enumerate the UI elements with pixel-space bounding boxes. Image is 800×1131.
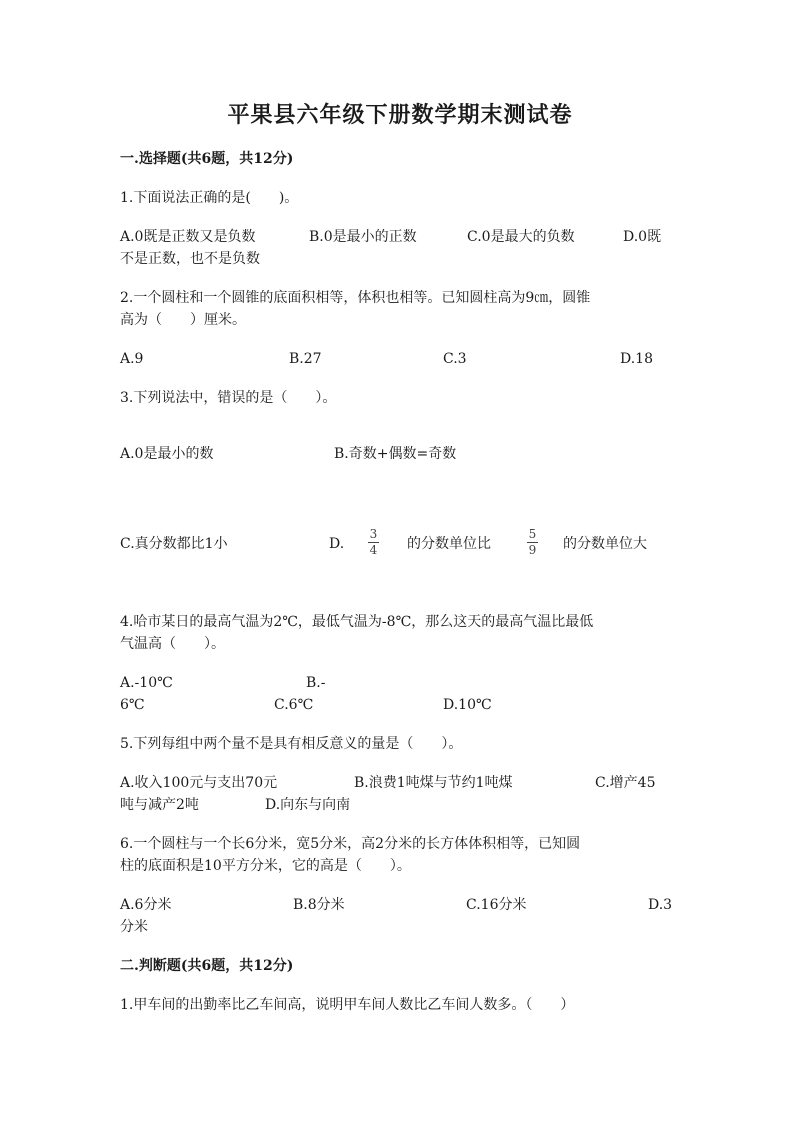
question-3-option-c: C.真分数都比1小 <box>120 536 228 552</box>
question-1-option-c: C.0是最大的负数 <box>467 229 575 245</box>
question-2-option-b: B.27 <box>289 351 322 367</box>
judgment-question-1: 1.甲车间的出勤率比乙车间高，说明甲车间人数比乙车间人数多。（ ） <box>120 997 575 1013</box>
question-1-option-b: B.0是最小的正数 <box>309 229 417 245</box>
page-title: 平果县六年级下册数学期末测试卷 <box>227 102 573 128</box>
question-3-option-b: B.奇数+偶数=奇数 <box>334 446 457 462</box>
question-6-option-c: C.16分米 <box>466 897 527 913</box>
section-heading-choice: 一.选择题(共6题，共12分) <box>120 151 294 167</box>
question-6-option-d: D.3 <box>648 897 673 913</box>
question-5-option-b: B.浪费1吨煤与节约1吨煤 <box>354 775 513 791</box>
question-6-option-b: B.8分米 <box>293 897 345 913</box>
question-4-option-b: B.- <box>306 675 326 691</box>
question-6-stem: 6.一个圆柱与一个长6分米，宽5分米，高2分米的长方体体积相等，已知圆 <box>120 836 581 852</box>
fraction-three-fourths <box>368 528 379 557</box>
question-1-option-a: A.0既是正数又是负数 <box>120 229 256 245</box>
section-heading-judgment: 二.判断题(共6题，共12分) <box>120 958 294 974</box>
fraction-five-ninths <box>527 528 538 557</box>
question-5-option-a: A.收入100元与支出70元 <box>120 775 278 791</box>
question-6-option-a: A.6分米 <box>120 897 172 913</box>
question-2-stem-cont: 高为（ ）厘米。 <box>120 312 246 328</box>
question-3-option-d-middle: 的分数单位比 <box>407 536 491 552</box>
question-1-option-d: D.0既 <box>623 229 662 245</box>
fraction-denominator: 4 <box>369 543 378 557</box>
question-1-stem: 1.下面说法正确的是( )。 <box>120 190 299 206</box>
question-6-stem-cont: 柱的底面积是10平方分米，它的高是（ ）。 <box>120 858 411 874</box>
question-2-option-d: D.18 <box>620 351 653 367</box>
question-4-option-d: D.10℃ <box>443 697 492 713</box>
question-4-option-b-cont: 6℃ <box>120 697 145 713</box>
question-5-option-c: C.增产45 <box>595 775 656 791</box>
question-2-stem: 2.一个圆柱和一个圆锥的底面积相等，体积也相等。已知圆柱高为9㎝，圆锥 <box>120 290 591 306</box>
question-2-option-a: A.9 <box>120 351 144 367</box>
question-4-option-c: C.6℃ <box>274 697 314 713</box>
question-3-option-d-label: D. <box>329 536 345 552</box>
question-5-option-d: D.向东与向南 <box>265 797 351 813</box>
question-3-option-a: A.0是最小的数 <box>120 446 214 462</box>
question-5-option-c-cont: 吨与减产2吨 <box>120 797 199 813</box>
question-3-option-d-end: 的分数单位大 <box>563 536 647 552</box>
question-3-stem: 3.下列说法中，错误的是（ ）。 <box>120 390 337 406</box>
question-5-stem: 5.下列每组中两个量不是具有相反意义的量是（ ）。 <box>120 736 463 752</box>
question-4-stem-cont: 气温高（ ）。 <box>120 636 225 652</box>
question-2-option-c: C.3 <box>443 351 467 367</box>
question-1-option-d-cont: 不是正数，也不是负数 <box>120 251 260 267</box>
fraction-numerator: 5 <box>528 527 537 541</box>
fraction-denominator: 9 <box>528 543 537 557</box>
question-6-option-d-cont: 分米 <box>120 919 148 935</box>
fraction-numerator: 3 <box>369 527 378 541</box>
question-4-option-a: A.-10℃ <box>120 675 173 691</box>
question-4-stem: 4.哈市某日的最高气温为2℃，最低气温为-8℃，那么这天的最高气温比最低 <box>120 614 594 630</box>
